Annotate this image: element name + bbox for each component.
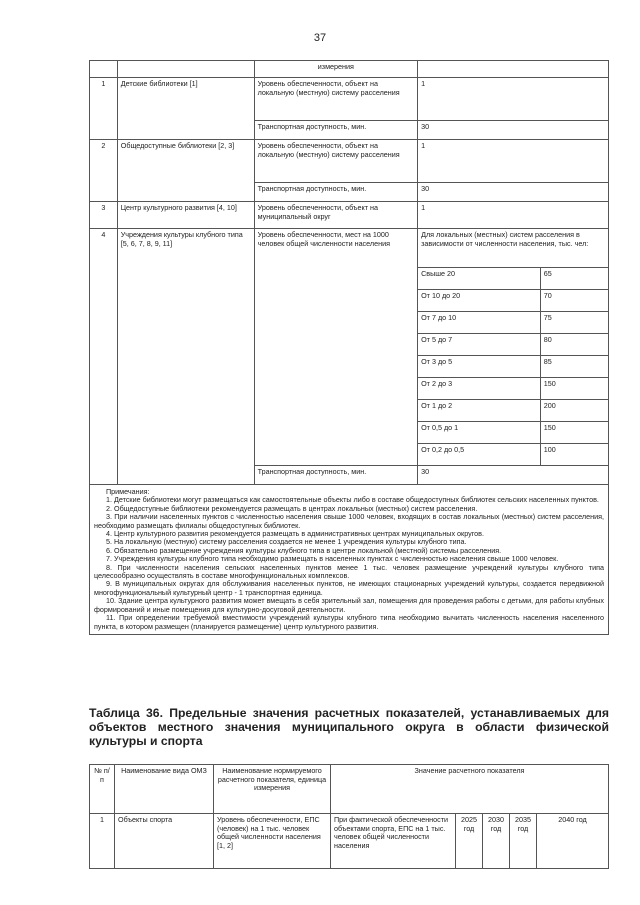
table-row: Транспортная доступность, мин. 30 — [90, 121, 609, 140]
table-row: Свыше 20 65 — [90, 268, 609, 290]
table-row: От 5 до 7 80 — [90, 334, 609, 356]
notes-block — [90, 485, 609, 635]
header-num: № п/п — [90, 765, 115, 814]
header-norm: Наименование нормируемого расчетного показателя, единица измерения — [214, 765, 331, 814]
table-row: Транспортная доступность, мин. 30 — [90, 183, 609, 202]
notes-title: Примечания: — [106, 487, 150, 496]
sports-objects-table — [89, 764, 609, 869]
note-item: 2. Общедоступные библиотеки рекомендуется размещать в центрах локальных (местных) систем расселения. — [106, 503, 478, 513]
header-cell: измерения — [254, 61, 417, 78]
note-item: 10. Здание центра культурного развития может вмещать в себя зрительный зал, помещения для проведения работы с детьми, для работы клубных формирований и иные помещения для культурно-досуговой деятельности. — [94, 596, 604, 614]
table-row: От 0,5 до 1 150 — [90, 422, 609, 444]
table-header-row — [90, 61, 609, 78]
table-row: Транспортная доступность, мин. 30 — [90, 466, 609, 485]
table-row: От 3 до 5 85 — [90, 356, 609, 378]
culture-objects-table — [89, 60, 609, 635]
note-item: 7. Учреждения культуры клубного типа необходимо размещать в населенных пунктах с численностью населения свыше 1000 человек. — [106, 554, 559, 564]
note-item: 1. Детские библиотеки могут размещаться как самостоятельные объекты либо в составе общедоступных библиотек сельских населенных пунктов. — [106, 495, 599, 505]
header-value: Значение расчетного показателя — [331, 765, 609, 814]
note-item: 9. В муниципальных округах для обслуживания населенных пунктов, не имеющих стационарных учреждений культуры, создается передвижной многофункциональный культурный центр - 1 транспортная единица. — [94, 579, 604, 597]
header-name: Наименование вида ОМЗ — [115, 765, 214, 814]
table-row: От 1 до 2 200 — [90, 400, 609, 422]
notes-row — [90, 485, 609, 635]
note-item: 8. При численности населения сельских населенных пунктов менее 1 тыс. человек размещение учреждений культуры клубного типа целесообразно осуществлять в составе многофункциональных комплексов. — [94, 562, 604, 581]
note-item: 4. Центр культурного развития рекомендуется размещать в административных центрах муниципальных округов. — [106, 529, 484, 539]
table-row: 1 Детские библиотеки [1] Уровень обеспеченности, объект на локальную (местную) систему расселения 1 — [90, 78, 609, 121]
table-row: 4 Учреждения культуры клубного типа [5, 6, 7, 8, 9, 11] Уровень обеспеченности, мест на 1000 человек общей численности населения Для локальных (местных) систем расселения в зависимости от численности населения, тыс. чел: — [90, 229, 609, 268]
table-header-row — [90, 765, 609, 814]
note-item: 5. На локальную (местную) систему расселения создается не менее 1 учреждения культуры клубного типа. — [106, 537, 467, 547]
table-row: От 2 до 3 150 — [90, 378, 609, 400]
page-number: 37 — [313, 32, 327, 44]
note-item: 3. При наличии населенных пунктов с численностью населения свыше 1000 человек, входящих в состав локальных (местных) систем расселения, необходимо размещать филиалы общедоступных библиотек. — [94, 512, 604, 530]
table-row: 3 Центр культурного развития [4, 10] Уровень обеспеченности, объект на муниципальный округ 1 — [90, 202, 609, 229]
table-36-title: Таблица 36. Предельные значения расчетных показателей, устанавливаемых для объектов местного значения муниципального округа в области физической культуры и спорта — [89, 706, 609, 748]
table-row: 1 Объекты спорта Уровень обеспеченности, ЕПС (человек) на 1 тыс. человек общей численности населения [1, 2] При фактической обеспеченности объектами спорта, ЕПС на 1 тыс. человек общей численности населения 2025 год 2030 год 2035 год 2040 год — [90, 814, 609, 869]
table-row: 2 Общедоступные библиотеки [2, 3] Уровень обеспеченности, объект на локальную (местную) систему расселения 1 — [90, 140, 609, 183]
note-item: 11. При определении требуемой вместимости учреждений культуры клубного типа необходимо вычитать численность населения населенного пункта, в котором размещен (планируется размещение) центр культурного развития. — [94, 613, 604, 631]
table-row: От 10 до 20 70 — [90, 290, 609, 312]
table-row: От 7 до 10 75 — [90, 312, 609, 334]
table-row: От 0,2 до 0,5 100 — [90, 444, 609, 466]
note-item: 6. Обязательно размещение учреждения культуры клубного типа в центре локальной (местной) системы расселения. — [106, 545, 502, 555]
